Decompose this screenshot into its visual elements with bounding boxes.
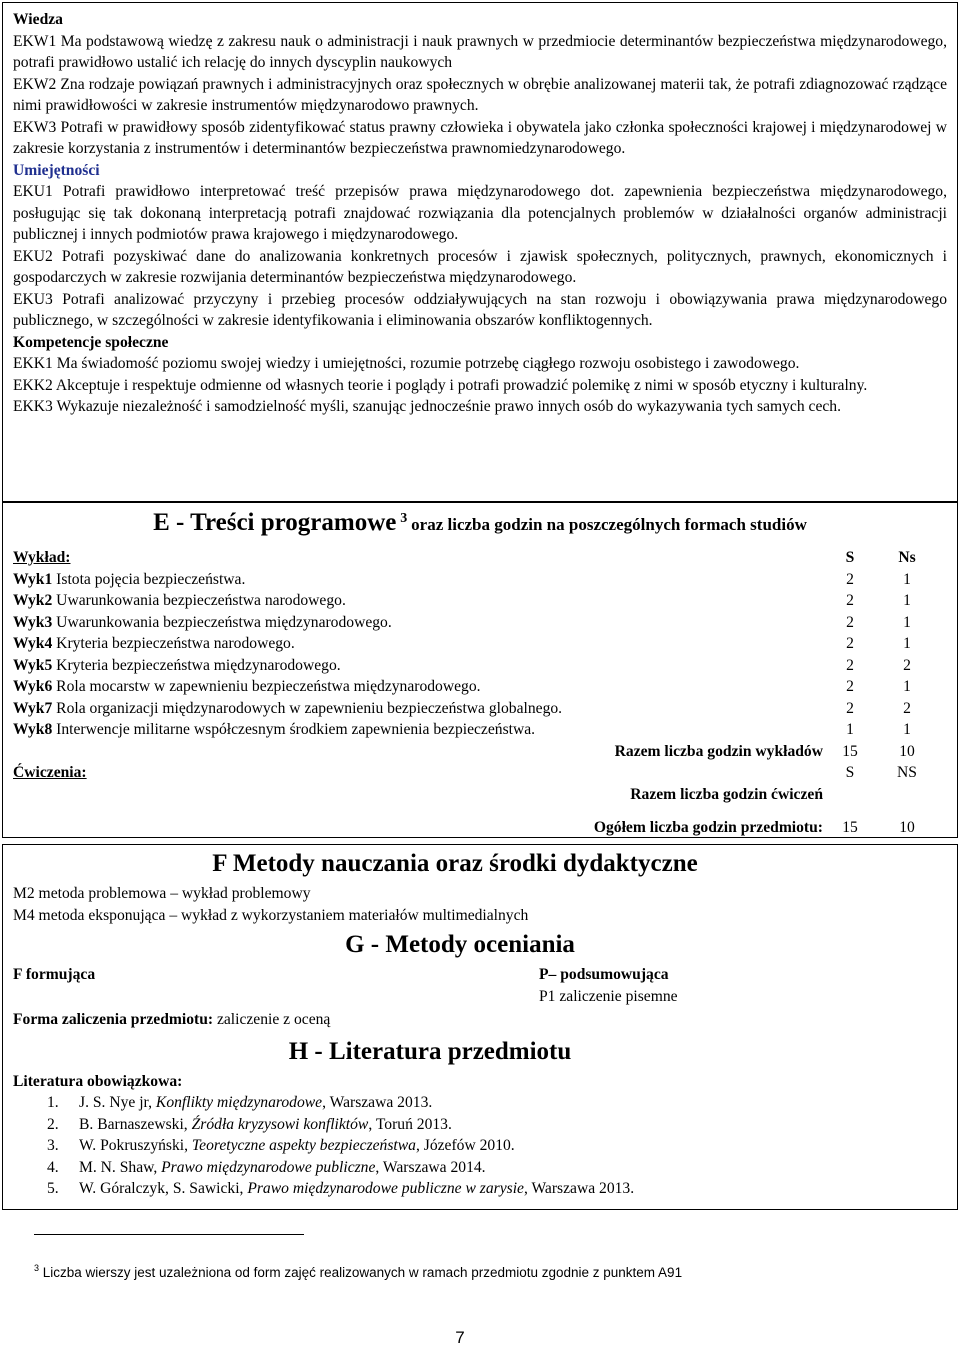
eku2-text: EKU2 Potrafi pozyskiwać dane do analizowania konkretnych procesów i zjawisk społecznych, politycznych, prawnych, ekonomicznych i gospodarczych w zakresie rozwijania determinantów bezpieczeństwa międzynarodowego. xyxy=(13,247,947,286)
lecture-hours-ns: 1 xyxy=(903,613,911,631)
lecture-label: Wykład: xyxy=(13,549,71,566)
lecture-hours-ns: 2 xyxy=(903,699,911,717)
formative-label: F formująca xyxy=(13,966,96,983)
col-s-header: S xyxy=(845,549,855,566)
lecture-hours-s: 2 xyxy=(846,592,854,609)
ekw3-text: EKW3 Potrafi w prawidłowy sposób zidentyfikować status prawny człowieka i obywatela jako członka społeczności krajowej i międzynarodowej w zakresie korzystania z instrumentów i determinantów bezpieczeństwa prawnomiedzynarodowego. xyxy=(13,118,947,157)
lecture-hours-s: 2 xyxy=(846,635,854,652)
summative-label: P– podsumowująca xyxy=(539,966,669,983)
lecture-hours-ns: 1 xyxy=(903,570,911,588)
footnote-separator xyxy=(34,1234,304,1235)
overall-total-row: Ogółem liczba godzin przedmiotu: 15 10 xyxy=(13,817,947,839)
lecture-hours-ns: 1 xyxy=(903,678,911,695)
literature-list xyxy=(13,1092,947,1200)
program-content-title: E - Treści programowe $^3$ oraz liczba godzin na poszczególnych formach studiów xyxy=(153,509,807,536)
lecture-row: Wyk7 Rola organizacji międzynarodowych w zapewnieniu bezpieczeństwa globalnego. 2 2 xyxy=(13,698,947,720)
literature-item: 3. W. Pokruszyński, Teoretyczne aspekty bezpieczeństwa, Józefów 2010. xyxy=(47,1137,515,1154)
methods-literature-box xyxy=(2,844,958,1210)
method-m4: M4 metoda eksponująca – wykład z wykorzystaniem materiałów multimedialnych xyxy=(13,906,529,924)
wiedza-heading: Wiedza xyxy=(13,11,63,28)
lecture-hours-ns: 1 xyxy=(903,592,911,609)
lecture-row: Wyk3 Uwarunkowania bezpieczeństwa międzynarodowego. 2 1 xyxy=(13,612,947,634)
lecture-row: Wyk6 Rola mocarstw w zapewnieniu bezpieczeństwa międzynarodowego. 2 1 xyxy=(13,676,947,698)
col-ns-header: Ns xyxy=(898,549,916,566)
lecture-list xyxy=(13,569,947,741)
lecture-hours-s: 2 xyxy=(846,570,854,588)
summative-block xyxy=(539,964,678,1007)
footnote: $^3$ Liczba wierszy jest uzależniona od form zajęć realizowanych w ramach przedmiotu zgodnie z punktem A91 xyxy=(34,1263,683,1280)
ekk1-text: EKK1 Ma świadomość poziomu swojej wiedzy i umiejętności, rozumie potrzebę ciągłego rozwoju osobistego i zawodowego. xyxy=(13,355,800,372)
ekk2-text: EKK2 Akceptuje i respektuje odmienne od własnych teorie i poglądy i potrafi prowadzić polemikę z nimi w sposób etyczny i kulturalny. xyxy=(13,376,868,394)
lecture-hours-s: 1 xyxy=(846,721,854,738)
exercise-total-row: Razem liczba godzin ćwiczeń xyxy=(630,785,823,803)
lecture-hours-s: 2 xyxy=(846,699,854,717)
lecture-header-row xyxy=(13,547,947,569)
page-number: 7 xyxy=(455,1328,465,1347)
assessment-types xyxy=(13,964,947,1007)
literature-title: H - Literatura przedmiotu xyxy=(288,1037,572,1065)
assessment-form: Forma zaliczenia przedmiotu: zaliczenie z oceną xyxy=(13,1011,331,1028)
exercise-label: Ćwiczenia: xyxy=(13,764,87,781)
lecture-total-row: Razem liczba godzin wykładów 15 10 xyxy=(13,741,947,763)
literature-item: 5. W. Góralczyk, S. Sawicki, Prawo międzynarodowe publiczne w zarysie, Warszawa 2013. xyxy=(47,1180,635,1197)
footnote-ref: 3 xyxy=(400,511,408,526)
exercise-col-s: S xyxy=(845,764,855,781)
method-m2: M2 metoda problemowa – wykład problemowy xyxy=(13,885,311,902)
assessment-title: G - Metody oceniania xyxy=(345,931,575,958)
lecture-row: Wyk1 Istota pojęcia bezpieczeństwa. 2 1 xyxy=(13,569,947,591)
lecture-row: Wyk4 Kryteria bezpieczeństwa narodowego. 2 1 xyxy=(13,633,947,655)
lecture-hours-ns: 2 xyxy=(903,656,911,674)
overall-total-s: 15 xyxy=(842,819,858,836)
ekk3-text: EKK3 Wykazuje niezależność i samodzielność myśli, szanując jednocześnie prawo innych osób do wykazywania tych samych cech. xyxy=(13,398,841,415)
literature-required-label: Literatura obowiązkowa: xyxy=(13,1072,183,1090)
lecture-row: Wyk8 Interwencje militarne współczesnym środkiem zapewnienia bezpieczeństwa. 1 1 xyxy=(13,719,947,741)
learning-outcomes-box xyxy=(2,2,958,502)
lecture-hours-s: 2 xyxy=(846,678,854,695)
literature-item: 4. M. N. Shaw, Prawo międzynarodowe publiczne, Warszawa 2014. xyxy=(47,1158,486,1176)
lecture-total-ns: 10 xyxy=(899,742,915,760)
lecture-hours-s: 2 xyxy=(846,613,854,631)
teaching-methods-title: F Metody nauczania oraz środki dydaktyczne xyxy=(212,850,698,877)
umiejetnosci-heading: Umiejętności xyxy=(13,161,100,179)
program-content-box xyxy=(2,502,958,838)
lecture-hours-s: 2 xyxy=(846,656,854,674)
lecture-hours-ns: 1 xyxy=(903,635,911,652)
lecture-total-s: 15 xyxy=(842,742,858,760)
ekw2-text: EKW2 Zna rodzaje powiązań prawnych i administracyjnych oraz społecznych w obrębie analizowanej materii tak, że potrafi zdiagnozować rządzące nimi prawidłowości w zakresie instrumentów międzynarodowo prawnych. xyxy=(13,75,947,114)
overall-total-ns: 10 xyxy=(899,819,915,836)
literature-item: 2. B. Barnaszewski, Źródła kryzysowi konfliktów, Toruń 2013. xyxy=(47,1115,452,1133)
kompetencje-heading: Kompetencje społeczne xyxy=(13,333,169,351)
exercise-header-row xyxy=(13,762,947,784)
ekw1-text: EKW1 Ma podstawową wiedzę z zakresu nauk o administracji i nauk prawnych w przedmiocie determinantów bezpieczeństwa międzynarodowego, potrafi prawidłowo ustalić ich relację do innych dyscyplin naukowych xyxy=(13,32,947,71)
lecture-row: Wyk5 Kryteria bezpieczeństwa międzynarodowego. 2 2 xyxy=(13,655,947,677)
eku3-text: EKU3 Potrafi analizować przyczyny i przebieg procesów oddziaływujących na stan rozwoju i obowiązywania prawa międzynarodowego publicznego, w szczególności w zakresie identyfikowania i eliminowania obszarów konfliktogennych. xyxy=(13,290,947,329)
literature-item: 1. J. S. Nye jr, Konflikty międzynarodowe, Warszawa 2013. xyxy=(47,1094,433,1111)
summative-p1: P1 zaliczenie pisemne xyxy=(539,987,678,1005)
lecture-row: Wyk2 Uwarunkowania bezpieczeństwa narodowego. 2 1 xyxy=(13,590,947,612)
lecture-hours-ns: 1 xyxy=(903,721,911,738)
eku1-text: EKU1 Potrafi prawidłowo interpretować treść przepisów prawa międzynarodowego dot. zapewnienia bezpieczeństwa międzynarodowego, posługując się tak dokonaną interpretacją potrafi znajdować rozwiązania dla potencjalnych problemów w działalności organów administracji publicznej i innych podmiotów prawa krajowego i międzynarodowego. xyxy=(13,183,947,243)
exercise-col-ns: NS xyxy=(897,764,917,781)
